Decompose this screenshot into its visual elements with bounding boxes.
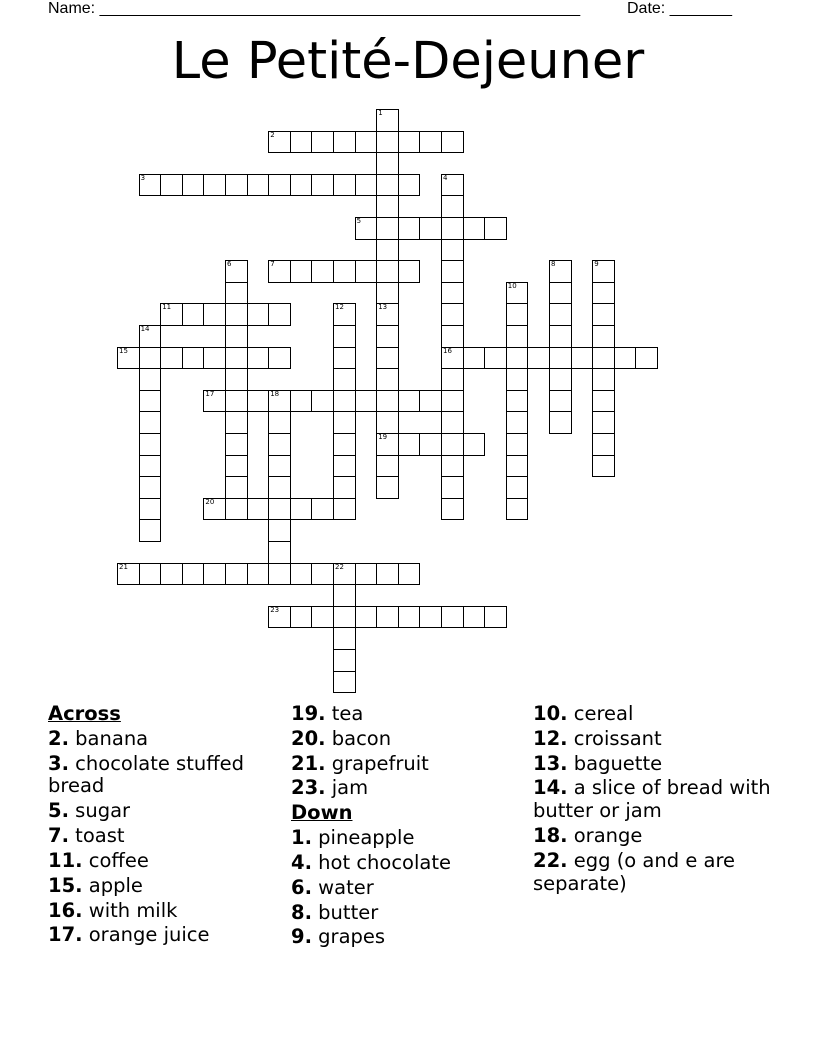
crossword-cell[interactable]: [225, 433, 248, 456]
crossword-cell[interactable]: [160, 563, 183, 586]
crossword-cell[interactable]: [333, 347, 356, 370]
clue-item: [48, 875, 278, 898]
crossword-cell[interactable]: [225, 347, 248, 370]
clue-number-label: 2.: [48, 726, 69, 750]
clue-number-label: 12.: [533, 726, 568, 750]
crossword-cell[interactable]: [160, 174, 183, 197]
crossword-cell[interactable]: [139, 563, 162, 586]
crossword-cell[interactable]: [441, 174, 464, 197]
crossword-cell[interactable]: [463, 347, 486, 370]
crossword-cell[interactable]: [268, 390, 291, 413]
clue-text: coffee: [82, 848, 149, 872]
clue-number-label: 11.: [48, 848, 83, 872]
clue-number: 3: [140, 173, 146, 182]
clue-item: [291, 728, 521, 751]
crossword-cell[interactable]: [139, 325, 162, 348]
crossword-cell[interactable]: [268, 498, 291, 521]
clue-item: [291, 877, 521, 900]
clue-number-label: 23.: [291, 776, 326, 800]
clue-item: [533, 753, 793, 776]
crossword-cell[interactable]: [441, 455, 464, 478]
crossword-cell[interactable]: [225, 411, 248, 434]
clue-number-label: 17.: [48, 923, 83, 947]
crossword-cell[interactable]: [441, 260, 464, 283]
crossword-cell[interactable]: [506, 498, 529, 521]
crossword-cell[interactable]: [333, 563, 356, 586]
crossword-cell[interactable]: [225, 390, 248, 413]
clue-item: [533, 728, 793, 751]
clue-number-label: 15.: [48, 873, 83, 897]
crossword-cell[interactable]: [635, 347, 658, 370]
crossword-cell[interactable]: [484, 217, 507, 240]
clue-text: with milk: [82, 898, 178, 922]
crossword-cell[interactable]: [333, 606, 356, 629]
crossword-cell[interactable]: [290, 563, 313, 586]
crossword-cell[interactable]: [419, 433, 442, 456]
crossword-cell[interactable]: [441, 433, 464, 456]
crossword-cell[interactable]: [355, 390, 378, 413]
crossword-cell[interactable]: [376, 174, 399, 197]
crossword-cell[interactable]: [139, 519, 162, 542]
crossword-cell[interactable]: [398, 563, 421, 586]
crossword-cell[interactable]: [139, 433, 162, 456]
clues-column-1: [48, 703, 278, 949]
crossword-cell[interactable]: [592, 260, 615, 283]
crossword-cell[interactable]: [290, 498, 313, 521]
crossword-cell[interactable]: [549, 347, 572, 370]
crossword-cell[interactable]: [225, 455, 248, 478]
clue-text: grapes: [311, 925, 386, 949]
crossword-cell[interactable]: [311, 498, 334, 521]
crossword-cell[interactable]: [549, 325, 572, 348]
clue-number: 17: [205, 389, 215, 398]
crossword-cell[interactable]: [506, 433, 529, 456]
crossword-cell[interactable]: [182, 563, 205, 586]
clue-item: [291, 703, 521, 726]
crossword-cell[interactable]: [463, 606, 486, 629]
clue-item: [291, 926, 521, 949]
clue-number-label: 22.: [533, 848, 568, 872]
crossword-cell[interactable]: [333, 627, 356, 650]
crossword-cell[interactable]: [139, 347, 162, 370]
clues-column-2: [291, 703, 521, 951]
crossword-cell[interactable]: [376, 239, 399, 262]
crossword-cell[interactable]: [441, 411, 464, 434]
crossword-cell[interactable]: [268, 541, 291, 564]
across-heading: Across: [48, 702, 121, 725]
crossword-cell[interactable]: [506, 303, 529, 326]
crossword-cell[interactable]: [614, 347, 637, 370]
crossword-cell[interactable]: [225, 303, 248, 326]
clue-item: [533, 777, 793, 823]
crossword-cell[interactable]: [182, 347, 205, 370]
crossword-cell[interactable]: [419, 390, 442, 413]
clue-item: [291, 827, 521, 850]
clue-text: chocolate stuffed bread: [48, 751, 245, 798]
clue-number-label: 14.: [533, 776, 568, 800]
clue-number-label: 1.: [291, 826, 312, 850]
crossword-cell[interactable]: [247, 303, 270, 326]
crossword-cell[interactable]: [311, 563, 334, 586]
crossword-cell[interactable]: [160, 303, 183, 326]
crossword-cell[interactable]: [592, 368, 615, 391]
crossword-cell[interactable]: [333, 671, 356, 694]
crossword-cell[interactable]: [376, 411, 399, 434]
crossword-cell[interactable]: [441, 476, 464, 499]
crossword-cell[interactable]: [376, 109, 399, 132]
clue-number: 18: [270, 389, 280, 398]
crossword-cell[interactable]: [333, 325, 356, 348]
clue-number: 12: [335, 303, 344, 312]
crossword-cell[interactable]: [203, 498, 226, 521]
crossword-cell[interactable]: [398, 260, 421, 283]
crossword-cell[interactable]: [355, 563, 378, 586]
crossword-cell[interactable]: [355, 260, 378, 283]
crossword-cell[interactable]: [506, 390, 529, 413]
clue-item: [291, 777, 521, 800]
crossword-cell[interactable]: [268, 433, 291, 456]
clue-text: toast: [68, 824, 125, 848]
crossword-cell[interactable]: [182, 303, 205, 326]
crossword-cell[interactable]: [333, 390, 356, 413]
crossword-cell[interactable]: [398, 217, 421, 240]
crossword-cell[interactable]: [268, 174, 291, 197]
crossword-cell[interactable]: [398, 131, 421, 154]
crossword-cell[interactable]: [506, 347, 529, 370]
crossword-cell[interactable]: [311, 174, 334, 197]
crossword-cell[interactable]: [376, 455, 399, 478]
clue-number-label: 13.: [533, 751, 568, 775]
crossword-cell[interactable]: [268, 411, 291, 434]
clue-text: tea: [325, 702, 364, 725]
page-title: Le Petité-Dejeuner: [171, 32, 645, 91]
crossword-cell[interactable]: [592, 303, 615, 326]
clue-item: [533, 825, 793, 848]
crossword-cell[interactable]: [441, 368, 464, 391]
crossword-cell[interactable]: [225, 498, 248, 521]
crossword-cell[interactable]: [376, 282, 399, 305]
clue-number-label: 18.: [533, 824, 568, 848]
crossword-cell[interactable]: [225, 325, 248, 348]
crossword-cell[interactable]: [549, 368, 572, 391]
crossword-cell[interactable]: [549, 282, 572, 305]
crossword-cell[interactable]: [225, 174, 248, 197]
crossword-cell[interactable]: [441, 390, 464, 413]
clue-text: grapefruit: [325, 751, 429, 775]
clue-item: [48, 825, 278, 848]
crossword-cell[interactable]: [225, 282, 248, 305]
crossword-cell[interactable]: [484, 347, 507, 370]
crossword-cell[interactable]: [484, 606, 507, 629]
clue-number: 8: [551, 260, 556, 269]
crossword-cell[interactable]: [290, 260, 313, 283]
clue-item: [533, 703, 793, 726]
crossword-cell[interactable]: [571, 347, 594, 370]
crossword-cell[interactable]: [333, 649, 356, 672]
crossword-cell[interactable]: [463, 433, 486, 456]
clue-text: pineapple: [311, 826, 415, 850]
crossword-cell[interactable]: [506, 325, 529, 348]
crossword-cell[interactable]: [203, 174, 226, 197]
crossword-cell[interactable]: [355, 217, 378, 240]
clue-number-label: 8.: [291, 900, 312, 924]
crossword-cell[interactable]: [376, 606, 399, 629]
crossword-cell[interactable]: [376, 131, 399, 154]
crossword-cell[interactable]: [333, 433, 356, 456]
crossword-cell[interactable]: [247, 563, 270, 586]
crossword-cell[interactable]: [333, 174, 356, 197]
clue-item: [48, 728, 278, 751]
crossword-cell[interactable]: [225, 368, 248, 391]
clue-number-label: 4.: [291, 850, 312, 874]
crossword-cell[interactable]: [160, 347, 183, 370]
clue-item: [48, 800, 278, 823]
crossword-cell[interactable]: [592, 325, 615, 348]
clue-text: a slice of bread with butter or jam: [533, 776, 771, 823]
clue-number: 15: [119, 346, 128, 355]
clue-number: 5: [356, 217, 362, 225]
crossword-cell[interactable]: [139, 174, 162, 197]
crossword-cell[interactable]: [506, 476, 529, 499]
crossword-cell[interactable]: [333, 455, 356, 478]
crossword-cell[interactable]: [333, 131, 356, 154]
crossword-cell[interactable]: [268, 563, 291, 586]
crossword-cell[interactable]: [376, 260, 399, 283]
clue-number: 13: [378, 303, 388, 312]
crossword-cell[interactable]: [549, 390, 572, 413]
crossword-cell[interactable]: [419, 606, 442, 629]
clue-number: 20: [205, 497, 215, 506]
crossword-cell[interactable]: [268, 606, 291, 629]
crossword-cell[interactable]: [592, 347, 615, 370]
clue-number: 22: [335, 562, 344, 571]
crossword-cell[interactable]: [117, 347, 140, 370]
crossword-cell[interactable]: [441, 131, 464, 154]
clue-text: bacon: [325, 726, 392, 750]
clues-column-3: [533, 703, 793, 898]
clue-number-label: 7.: [48, 824, 69, 848]
clue-item: [48, 753, 278, 799]
crossword-cell[interactable]: [376, 152, 399, 175]
crossword-cell[interactable]: [311, 260, 334, 283]
clue-item: [48, 900, 278, 923]
clue-text: water: [311, 875, 374, 899]
crossword-cell[interactable]: [182, 174, 205, 197]
crossword-cell[interactable]: [549, 303, 572, 326]
crossword-cell[interactable]: [355, 131, 378, 154]
crossword-cell[interactable]: [247, 390, 270, 413]
crossword-cell[interactable]: [506, 368, 529, 391]
clue-number: 1: [378, 109, 383, 117]
crossword-cell[interactable]: [355, 174, 378, 197]
crossword-cell[interactable]: [419, 217, 442, 240]
crossword-cell[interactable]: [398, 433, 421, 456]
crossword-cell[interactable]: [311, 131, 334, 154]
crossword-cell[interactable]: [247, 347, 270, 370]
crossword-cell[interactable]: [290, 131, 313, 154]
crossword-cell[interactable]: [117, 563, 140, 586]
crossword-cell[interactable]: [441, 347, 464, 370]
crossword-cell[interactable]: [376, 195, 399, 218]
crossword-cell[interactable]: [290, 606, 313, 629]
crossword-cell[interactable]: [355, 606, 378, 629]
crossword-cell[interactable]: [506, 455, 529, 478]
crossword-cell[interactable]: [441, 239, 464, 262]
crossword-cell[interactable]: [376, 347, 399, 370]
crossword-cell[interactable]: [463, 217, 486, 240]
crossword-cell[interactable]: [506, 282, 529, 305]
crossword-cell[interactable]: [268, 347, 291, 370]
crossword-cell[interactable]: [290, 174, 313, 197]
crossword-cell[interactable]: [592, 282, 615, 305]
crossword-cell[interactable]: [506, 411, 529, 434]
crossword-cell[interactable]: [333, 498, 356, 521]
crossword-cell[interactable]: [268, 519, 291, 542]
clue-number: 16: [443, 346, 452, 355]
clue-number: 14: [140, 325, 150, 333]
clue-text: banana: [68, 726, 149, 750]
crossword-cell[interactable]: [139, 476, 162, 499]
clue-text: cereal: [567, 702, 634, 725]
clue-number-label: 10.: [533, 702, 568, 725]
crossword-cell[interactable]: [441, 498, 464, 521]
clue-text: hot chocolate: [311, 850, 451, 874]
crossword-cell[interactable]: [247, 498, 270, 521]
crossword-cell[interactable]: [376, 303, 399, 326]
crossword-cell[interactable]: [311, 390, 334, 413]
clue-number-label: 3.: [48, 751, 69, 775]
crossword-cell[interactable]: [376, 563, 399, 586]
crossword-cell[interactable]: [139, 390, 162, 413]
clue-text: orange: [567, 824, 643, 848]
date-label: Date: _______: [627, 0, 732, 17]
clue-text: egg (o and e are separate): [533, 848, 736, 895]
crossword-cell[interactable]: [268, 476, 291, 499]
clue-number: 9: [594, 260, 599, 269]
crossword-cell[interactable]: [268, 303, 291, 326]
crossword-cell[interactable]: [203, 390, 226, 413]
clue-number-label: 19.: [291, 702, 326, 725]
crossword-cell[interactable]: [376, 217, 399, 240]
clue-number-label: 9.: [291, 925, 312, 949]
crossword-cell[interactable]: [376, 476, 399, 499]
clue-text: baguette: [567, 751, 663, 775]
crossword-cell[interactable]: [376, 390, 399, 413]
clue-number-label: 21.: [291, 751, 326, 775]
crossword-cell[interactable]: [203, 563, 226, 586]
crossword-cell[interactable]: [139, 455, 162, 478]
clue-number: 2: [270, 130, 275, 139]
crossword-cell[interactable]: [549, 260, 572, 283]
crossword-cell[interactable]: [139, 411, 162, 434]
clue-number: 10: [507, 281, 517, 290]
crossword-cell[interactable]: [441, 195, 464, 218]
crossword-cell[interactable]: [268, 455, 291, 478]
crossword-cell[interactable]: [419, 131, 442, 154]
crossword-cell[interactable]: [225, 563, 248, 586]
crossword-cell[interactable]: [203, 347, 226, 370]
crossword-cell[interactable]: [333, 260, 356, 283]
crossword-cell[interactable]: [376, 433, 399, 456]
crossword-cell[interactable]: [333, 411, 356, 434]
clue-text: butter: [311, 900, 379, 924]
clue-number: 6: [227, 260, 232, 269]
crossword-cell[interactable]: [527, 347, 550, 370]
crossword-cell[interactable]: [441, 325, 464, 348]
crossword-cell[interactable]: [398, 390, 421, 413]
crossword-cell[interactable]: [268, 260, 291, 283]
clue-item: [48, 850, 278, 873]
crossword-cell[interactable]: [441, 303, 464, 326]
name-label: Name: ______________________________________________________: [48, 0, 581, 17]
crossword-cell[interactable]: [247, 174, 270, 197]
clue-number-label: 16.: [48, 898, 83, 922]
clue-item: [533, 850, 793, 896]
clue-text: sugar: [68, 799, 131, 823]
crossword-cell[interactable]: [441, 282, 464, 305]
crossword-cell[interactable]: [398, 174, 421, 197]
clue-number: 7: [270, 260, 275, 269]
clue-item: [291, 753, 521, 776]
clue-number: 19: [378, 433, 388, 441]
crossword-cell[interactable]: [333, 476, 356, 499]
crossword-cell[interactable]: [333, 368, 356, 391]
clue-item: [291, 902, 521, 925]
crossword-cell[interactable]: [592, 433, 615, 456]
clue-number-label: 20.: [291, 726, 326, 750]
crossword-cell[interactable]: [592, 411, 615, 434]
clue-number: 23: [270, 605, 280, 614]
crossword-cell[interactable]: [592, 390, 615, 413]
clue-number: 21: [119, 562, 128, 571]
clue-item: [291, 852, 521, 875]
crossword-cell[interactable]: [592, 455, 615, 478]
crossword-cell[interactable]: [139, 498, 162, 521]
crossword-cell[interactable]: [225, 476, 248, 499]
clue-text: jam: [325, 776, 369, 800]
crossword-cell[interactable]: [398, 606, 421, 629]
crossword-cell[interactable]: [333, 303, 356, 326]
crossword-cell[interactable]: [441, 217, 464, 240]
crossword-cell[interactable]: [376, 368, 399, 391]
clue-number: 4: [443, 173, 448, 182]
crossword-cell[interactable]: [203, 303, 226, 326]
clue-text: croissant: [567, 726, 662, 750]
crossword-cell[interactable]: [290, 390, 313, 413]
crossword-cell[interactable]: [311, 606, 334, 629]
crossword-cell[interactable]: [549, 411, 572, 434]
down-heading: Down: [291, 801, 353, 825]
clue-text: apple: [82, 873, 143, 897]
clue-number-label: 6.: [291, 875, 312, 899]
crossword-cell[interactable]: [139, 368, 162, 391]
crossword-cell[interactable]: [225, 260, 248, 283]
crossword-cell[interactable]: [333, 584, 356, 607]
clue-number-label: 5.: [48, 799, 69, 823]
clue-item: [48, 924, 278, 947]
crossword-cell[interactable]: [441, 606, 464, 629]
crossword-cell[interactable]: [376, 325, 399, 348]
crossword-cell[interactable]: [268, 131, 291, 154]
clue-number: 11: [162, 303, 172, 312]
clue-text: orange juice: [82, 923, 210, 947]
